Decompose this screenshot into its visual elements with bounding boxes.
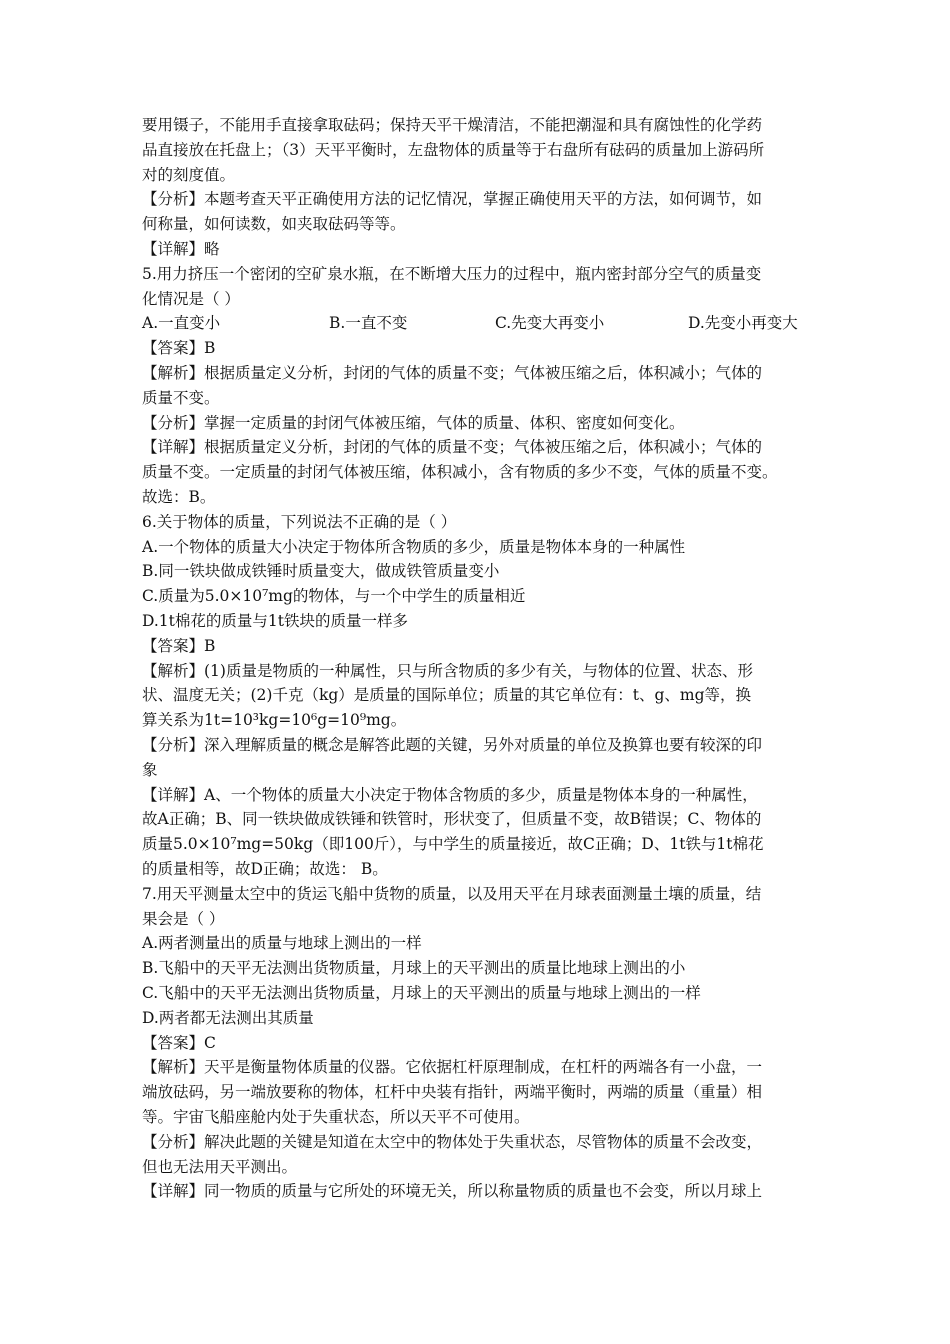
q5-option-c: C.先变大再变小 <box>495 314 605 333</box>
text-line: 【分析】解决此题的关键是知道在太空中的物体处于失重状态，尽管物体的质量不会改变， <box>142 1132 763 1151</box>
text-line: 【分析】深入理解质量的概念是解答此题的关键，另外对质量的单位及换算也要有较深的印 <box>142 736 763 754</box>
text-line: 【答案】B <box>142 636 216 655</box>
text-line: 【详解】略 <box>142 240 220 258</box>
text-line: 质量不变。一定质量的封闭气体被压缩，体积减小，含有物质的多少不变，气体的质量不变。 <box>142 463 778 482</box>
q5-option-a: A.一直变小 <box>142 314 221 333</box>
text-line: 【详解】同一物质的质量与它所处的环境无关，所以称量物质的质量也不会变，所以月球上 <box>142 1182 763 1201</box>
text-line: 算关系为1t=10³kg=10⁶g=10⁹mg。 <box>142 711 407 730</box>
text-line: 【详解】根据质量定义分析，封闭的气体的质量不变；气体被压缩之后，体积减小；气体的 <box>142 438 763 457</box>
text-line: 质量5.0×10⁷mg=50kg（即100斤），与中学生的质量接近，故C正确；D、1t铁与1t棉花 <box>142 835 764 854</box>
text-line: 【分析】本题考查天平正确使用方法的记忆情况，掌握正确使用天平的方法，如何调节，如 <box>142 190 763 209</box>
text-line: B.同一铁块做成铁锤时质量变大，做成铁管质量变小 <box>142 562 500 581</box>
text-line: 【解析】天平是衡量物体质量的仪器。它依据杠杆原理制成，在杠杆的两端各有一小盘，一 <box>142 1058 763 1077</box>
text-line: 品直接放在托盘上；（3）天平平衡时，左盘物体的质量等于右盘所有砝码的质量加上游码所 <box>142 140 765 159</box>
text-line: D.1t棉花的质量与1t铁块的质量一样多 <box>142 612 408 630</box>
text-line: 状、温度无关；(2)千克（kg）是质量的国际单位；质量的其它单位有：t、g、mg等，换 <box>142 686 752 705</box>
text-line: 7.用天平测量太空中的货运飞船中货物的质量，以及用天平在月球表面测量土壤的质量，结 <box>142 884 762 903</box>
text-line: 【解析】根据质量定义分析，封闭的气体的质量不变；气体被压缩之后，体积减小；气体的 <box>142 364 763 382</box>
text-line: 6.关于物体的质量，下列说法不正确的是（ ） <box>142 512 457 531</box>
text-line: 【答案】C <box>142 1033 216 1052</box>
text-line: C.质量为5.0×10⁷mg的物体，与一个中学生的质量相近 <box>142 587 526 606</box>
text-line: 对的刻度值。 <box>142 165 236 184</box>
text-line: 故选：B。 <box>142 488 216 506</box>
text-line: A.两者测量出的质量与地球上测出的一样 <box>142 934 422 953</box>
text-line: 【分析】掌握一定质量的封闭气体被压缩，气体的质量、体积、密度如何变化。 <box>142 413 685 432</box>
text-line: D.两者都无法测出其质量 <box>142 1008 314 1027</box>
text-line: 果会是（ ） <box>142 909 225 928</box>
q5-option-b: B.一直不变 <box>329 314 408 333</box>
text-line: 化情况是（ ） <box>142 289 240 308</box>
q5-option-d: D.先变小再变大 <box>688 314 798 333</box>
text-line: B.飞船中的天平无法测出货物质量，月球上的天平测出的质量比地球上测出的小 <box>142 959 686 978</box>
text-line: 【解析】(1)质量是物质的一种属性，只与所含物质的多少有关，与物体的位置、状态、形 <box>142 661 753 680</box>
text-line: 但也无法用天平测出。 <box>142 1157 298 1176</box>
text-line: 象 <box>142 760 158 779</box>
text-line: 【答案】B <box>142 339 216 358</box>
text-line: 等。宇宙飞船座舱内处于失重状态，所以天平不可使用。 <box>142 1108 530 1126</box>
text-line: 端放砝码，另一端放要称的物体，杠杆中央装有指针，两端平衡时，两端的质量（重量）相 <box>142 1083 763 1102</box>
text-line: 要用镊子，不能用手直接拿取砝码；保持天平干燥清洁，不能把潮湿和具有腐蚀性的化学药 <box>142 116 763 134</box>
text-line: 的质量相等，故D正确；故选： B。 <box>142 860 388 878</box>
text-line: 故A正确；B、同一铁块做成铁锤和铁管时，形状变了，但质量不变，故B错误；C、物体的 <box>142 810 762 829</box>
q5-options-row <box>142 312 822 334</box>
text-line: 质量不变。 <box>142 388 220 407</box>
text-line: A.一个物体的质量大小决定于物体所含物质的多少，质量是物体本身的一种属性 <box>142 537 686 556</box>
text-line: 5.用力挤压一个密闭的空矿泉水瓶，在不断增大压力的过程中，瓶内密封部分空气的质量变 <box>142 264 762 283</box>
text-line: 何称量，如何读数，如夹取砝码等等。 <box>142 215 406 234</box>
text-line: C.飞船中的天平无法测出货物质量，月球上的天平测出的质量与地球上测出的一样 <box>142 984 701 1002</box>
text-line: 【详解】A、一个物体的质量大小决定于物体含物质的多少，质量是物体本身的一种属性， <box>142 785 758 804</box>
